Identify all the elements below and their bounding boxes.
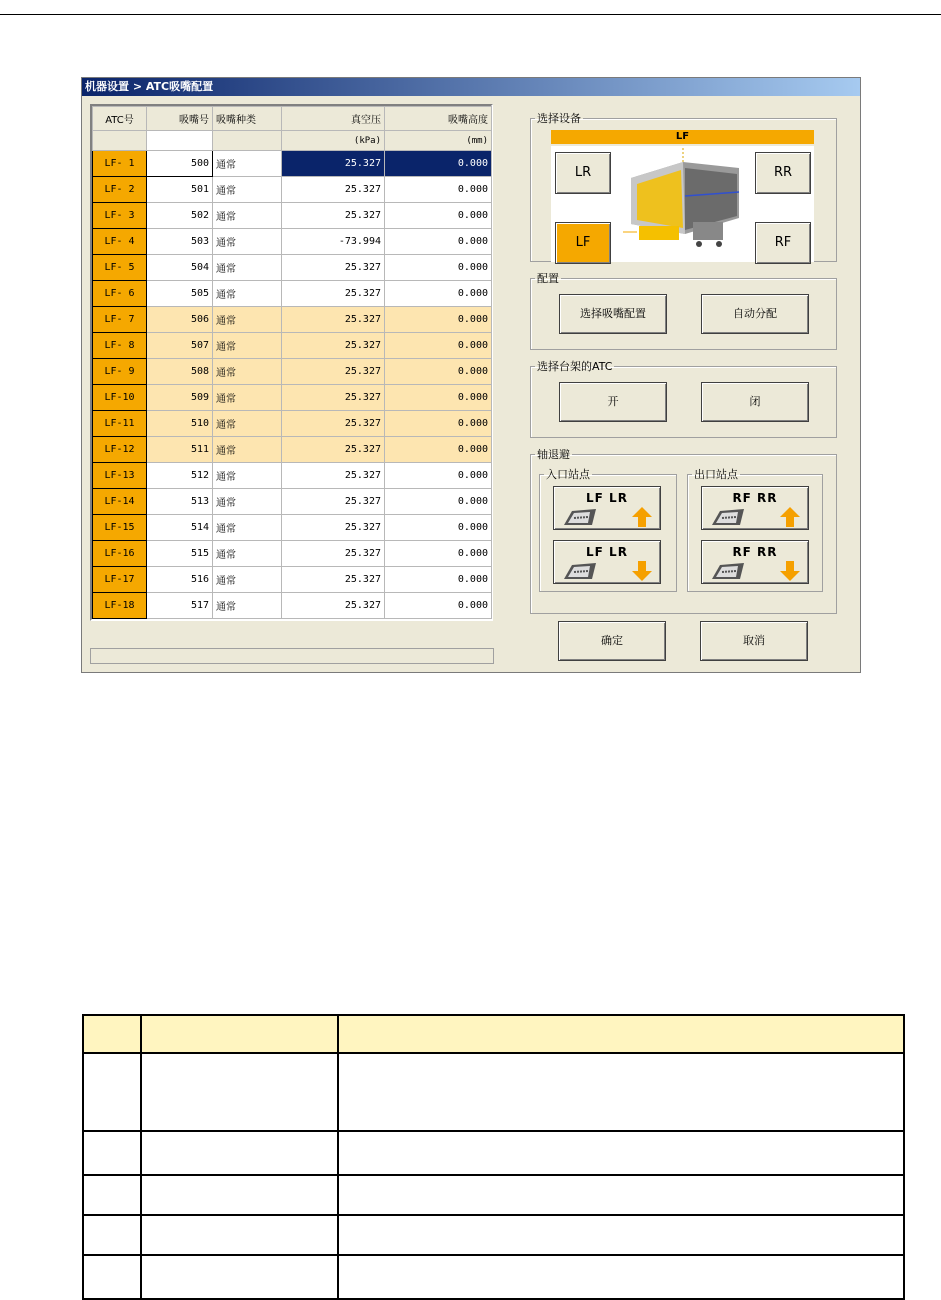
nozzle-no-cell[interactable]: 501 — [147, 177, 213, 203]
atc-no-cell[interactable]: LF-16 — [93, 541, 147, 567]
atc-no-cell[interactable]: LF- 3 — [93, 203, 147, 229]
header-nozzle-type: 吸嘴种类 — [213, 107, 282, 131]
nozzle-no-cell[interactable]: 506 — [147, 307, 213, 333]
exit-up-button[interactable] — [701, 486, 809, 530]
atc-select-group — [530, 358, 837, 438]
nozzle-type-cell[interactable]: 通常 — [213, 307, 282, 333]
grid-units-row — [93, 131, 492, 151]
nozzle-no-cell[interactable]: 513 — [147, 489, 213, 515]
height-cell[interactable]: 0.000 — [385, 489, 492, 515]
machine-arrow-up-icon — [562, 501, 654, 529]
vacuum-cell[interactable]: 25.327 — [282, 333, 385, 359]
doc-cell — [141, 1053, 338, 1131]
exit-station-legend: 出口站点 — [694, 468, 738, 481]
ok-button[interactable]: 确定 — [558, 621, 666, 661]
machine-arrow-down-icon — [562, 555, 654, 583]
table-row[interactable] — [93, 255, 492, 281]
table-row[interactable] — [93, 177, 492, 203]
height-cell[interactable]: 0.000 — [385, 385, 492, 411]
nozzle-type-cell[interactable]: 通常 — [213, 333, 282, 359]
nozzle-type-cell[interactable]: 通常 — [213, 489, 282, 515]
table-row[interactable] — [93, 437, 492, 463]
vacuum-cell[interactable]: 25.327 — [282, 255, 385, 281]
header-vacuum: 真空压 — [282, 107, 385, 131]
nozzle-type-cell[interactable]: 通常 — [213, 281, 282, 307]
doc-row — [83, 1215, 904, 1255]
config-legend: 配置 — [537, 272, 559, 285]
machine-arrow-down-icon — [710, 555, 802, 583]
atc-no-cell[interactable]: LF-10 — [93, 385, 147, 411]
table-row[interactable] — [93, 541, 492, 567]
entry-down-label: LF LR — [586, 545, 628, 559]
nozzle-type-cell[interactable]: 通常 — [213, 515, 282, 541]
nozzle-no-cell[interactable]: 502 — [147, 203, 213, 229]
vacuum-cell[interactable]: 25.327 — [282, 463, 385, 489]
nozzle-no-cell[interactable]: 514 — [147, 515, 213, 541]
vacuum-cell[interactable]: 25.327 — [282, 541, 385, 567]
nozzle-no-cell[interactable]: 508 — [147, 359, 213, 385]
exit-up-label: RF RR — [732, 491, 778, 505]
nozzle-type-cell[interactable]: 通常 — [213, 255, 282, 281]
page-header-rule — [0, 14, 941, 15]
nozzle-no-cell[interactable]: 507 — [147, 333, 213, 359]
doc-cell — [141, 1015, 338, 1053]
document-description-table — [82, 1014, 905, 1300]
atc-no-cell[interactable]: LF-18 — [93, 593, 147, 619]
doc-cell — [141, 1215, 338, 1255]
doc-header-row — [83, 1015, 904, 1053]
nozzle-no-cell[interactable]: 510 — [147, 411, 213, 437]
doc-cell — [141, 1255, 338, 1299]
atc-no-cell[interactable]: LF-11 — [93, 411, 147, 437]
vacuum-cell[interactable]: 25.327 — [282, 515, 385, 541]
nozzle-type-cell[interactable]: 通常 — [213, 567, 282, 593]
entry-up-label: LF LR — [586, 491, 628, 505]
select-nozzle-config-button[interactable]: 选择吸嘴配置 — [559, 294, 667, 334]
table-row[interactable] — [93, 281, 492, 307]
atc-no-cell[interactable]: LF- 6 — [93, 281, 147, 307]
doc-cell — [83, 1215, 141, 1255]
units-blank-3 — [213, 131, 282, 151]
doc-row — [83, 1053, 904, 1131]
device-rf-button[interactable]: RF — [755, 222, 811, 264]
table-row[interactable] — [93, 307, 492, 333]
height-cell[interactable]: 0.000 — [385, 437, 492, 463]
doc-cell — [338, 1131, 904, 1175]
nozzle-no-cell[interactable]: 517 — [147, 593, 213, 619]
height-cell[interactable]: 0.000 — [385, 541, 492, 567]
nozzle-no-cell[interactable]: 516 — [147, 567, 213, 593]
nozzle-no-cell[interactable]: 511 — [147, 437, 213, 463]
atc-close-button[interactable]: 闭 — [701, 382, 809, 422]
nozzle-no-cell[interactable]: 500 — [147, 151, 213, 177]
entry-station-group — [539, 466, 677, 592]
table-row[interactable] — [93, 489, 492, 515]
table-row[interactable] — [93, 203, 492, 229]
doc-cell — [83, 1131, 141, 1175]
atc-no-cell[interactable]: LF-13 — [93, 463, 147, 489]
entry-down-button[interactable] — [553, 540, 661, 584]
table-row[interactable] — [93, 333, 492, 359]
height-cell[interactable]: 0.000 — [385, 229, 492, 255]
vacuum-cell[interactable]: 25.327 — [282, 437, 385, 463]
selected-device-bar: LF — [551, 130, 814, 144]
nozzle-no-cell[interactable]: 503 — [147, 229, 213, 255]
atc-nozzle-grid[interactable] — [90, 104, 493, 621]
table-row[interactable] — [93, 229, 492, 255]
vacuum-cell[interactable]: 25.327 — [282, 203, 385, 229]
table-row[interactable] — [93, 515, 492, 541]
table-row[interactable] — [93, 463, 492, 489]
height-cell[interactable]: 0.000 — [385, 255, 492, 281]
device-select-group — [530, 110, 837, 262]
entry-station-legend: 入口站点 — [546, 468, 590, 481]
doc-cell — [338, 1175, 904, 1215]
nozzle-type-cell[interactable]: 通常 — [213, 177, 282, 203]
device-select-legend: 选择设备 — [537, 112, 581, 125]
auto-assign-button[interactable]: 自动分配 — [701, 294, 809, 334]
doc-cell — [338, 1053, 904, 1131]
device-lf-button[interactable]: LF — [555, 222, 611, 264]
doc-cell — [338, 1015, 904, 1053]
doc-row — [83, 1255, 904, 1299]
nozzle-no-cell[interactable]: 515 — [147, 541, 213, 567]
nozzle-type-cell[interactable]: 通常 — [213, 151, 282, 177]
nozzle-no-cell[interactable]: 504 — [147, 255, 213, 281]
exit-station-group — [687, 466, 823, 592]
vacuum-cell[interactable]: 25.327 — [282, 281, 385, 307]
atc-no-cell[interactable]: LF- 5 — [93, 255, 147, 281]
height-cell[interactable]: 0.000 — [385, 463, 492, 489]
table-row[interactable] — [93, 359, 492, 385]
doc-row — [83, 1175, 904, 1215]
table-row[interactable] — [93, 411, 492, 437]
height-cell[interactable]: 0.000 — [385, 177, 492, 203]
device-rr-button[interactable]: RR — [755, 152, 811, 194]
nozzle-no-cell[interactable]: 512 — [147, 463, 213, 489]
atc-no-cell[interactable]: LF- 1 — [93, 151, 147, 177]
height-cell[interactable]: 0.000 — [385, 203, 492, 229]
doc-row — [83, 1131, 904, 1175]
config-group — [530, 270, 837, 350]
vacuum-cell[interactable]: 25.327 — [282, 593, 385, 619]
nozzle-type-cell[interactable]: 通常 — [213, 463, 282, 489]
nozzle-type-cell[interactable]: 通常 — [213, 359, 282, 385]
table-row[interactable] — [93, 151, 492, 177]
nozzle-type-cell[interactable]: 通常 — [213, 541, 282, 567]
atc-no-cell[interactable]: LF- 7 — [93, 307, 147, 333]
machine-illustration-icon — [623, 148, 741, 250]
doc-cell — [83, 1053, 141, 1131]
height-cell[interactable]: 0.000 — [385, 593, 492, 619]
device-lr-button[interactable]: LR — [555, 152, 611, 194]
window-title: 机器设置 > ATC吸嘴配置 — [82, 78, 860, 96]
atc-no-cell[interactable]: LF- 2 — [93, 177, 147, 203]
vacuum-cell[interactable]: 25.327 — [282, 177, 385, 203]
axis-retreat-legend: 轴退避 — [537, 448, 570, 461]
units-height: (mm) — [385, 131, 492, 151]
atc-no-cell[interactable]: LF-12 — [93, 437, 147, 463]
nozzle-type-cell[interactable]: 通常 — [213, 385, 282, 411]
atc-no-cell[interactable]: LF- 4 — [93, 229, 147, 255]
doc-cell — [338, 1255, 904, 1299]
doc-cell — [83, 1255, 141, 1299]
vacuum-cell[interactable]: 25.327 — [282, 411, 385, 437]
nozzle-no-cell[interactable]: 505 — [147, 281, 213, 307]
header-nozzle-height: 吸嘴高度 — [385, 107, 492, 131]
doc-cell — [83, 1015, 141, 1053]
height-cell[interactable]: 0.000 — [385, 333, 492, 359]
exit-down-button[interactable] — [701, 540, 809, 584]
units-vacuum: (kPa) — [282, 131, 385, 151]
vacuum-cell[interactable]: 25.327 — [282, 307, 385, 333]
height-cell[interactable]: 0.000 — [385, 411, 492, 437]
units-blank-2 — [147, 131, 213, 151]
vacuum-cell[interactable]: 25.327 — [282, 489, 385, 515]
height-cell[interactable]: 0.000 — [385, 359, 492, 385]
table-row[interactable] — [93, 385, 492, 411]
atc-select-legend: 选择台架的ATC — [537, 360, 613, 373]
doc-cell — [141, 1131, 338, 1175]
doc-cell — [141, 1175, 338, 1215]
doc-cell — [83, 1175, 141, 1215]
vacuum-cell[interactable]: 25.327 — [282, 567, 385, 593]
vacuum-cell[interactable]: 25.327 — [282, 359, 385, 385]
height-cell[interactable]: 0.000 — [385, 567, 492, 593]
height-cell[interactable]: 0.000 — [385, 151, 492, 177]
exit-down-label: RF RR — [732, 545, 778, 559]
height-cell[interactable]: 0.000 — [385, 515, 492, 541]
nozzle-no-cell[interactable]: 509 — [147, 385, 213, 411]
header-nozzle-no: 吸嘴号 — [147, 107, 213, 131]
header-atc-no: ATC号 — [93, 107, 147, 131]
table-row[interactable] — [93, 567, 492, 593]
table-row[interactable] — [93, 593, 492, 619]
nozzle-type-cell[interactable]: 通常 — [213, 229, 282, 255]
machine-arrow-up-icon — [710, 501, 802, 529]
entry-up-button[interactable] — [553, 486, 661, 530]
vacuum-cell[interactable]: -73.994 — [282, 229, 385, 255]
vacuum-cell[interactable]: 25.327 — [282, 151, 385, 177]
nozzle-type-cell[interactable]: 通常 — [213, 593, 282, 619]
vacuum-cell[interactable]: 25.327 — [282, 385, 385, 411]
grid-header-row — [93, 107, 492, 131]
atc-no-cell[interactable]: LF-17 — [93, 567, 147, 593]
axis-retreat-group — [530, 446, 837, 614]
atc-no-cell[interactable]: LF- 9 — [93, 359, 147, 385]
nozzle-type-cell[interactable]: 通常 — [213, 411, 282, 437]
atc-no-cell[interactable]: LF-14 — [93, 489, 147, 515]
cancel-button[interactable]: 取消 — [700, 621, 808, 661]
height-cell[interactable]: 0.000 — [385, 307, 492, 333]
atc-nozzle-config-window — [81, 77, 861, 673]
atc-no-cell[interactable]: LF-15 — [93, 515, 147, 541]
grid-status-bar — [90, 648, 494, 664]
nozzle-type-cell[interactable]: 通常 — [213, 437, 282, 463]
doc-cell — [338, 1215, 904, 1255]
height-cell[interactable]: 0.000 — [385, 281, 492, 307]
nozzle-type-cell[interactable]: 通常 — [213, 203, 282, 229]
units-blank-1 — [93, 131, 147, 151]
atc-no-cell[interactable]: LF- 8 — [93, 333, 147, 359]
atc-open-button[interactable]: 开 — [559, 382, 667, 422]
